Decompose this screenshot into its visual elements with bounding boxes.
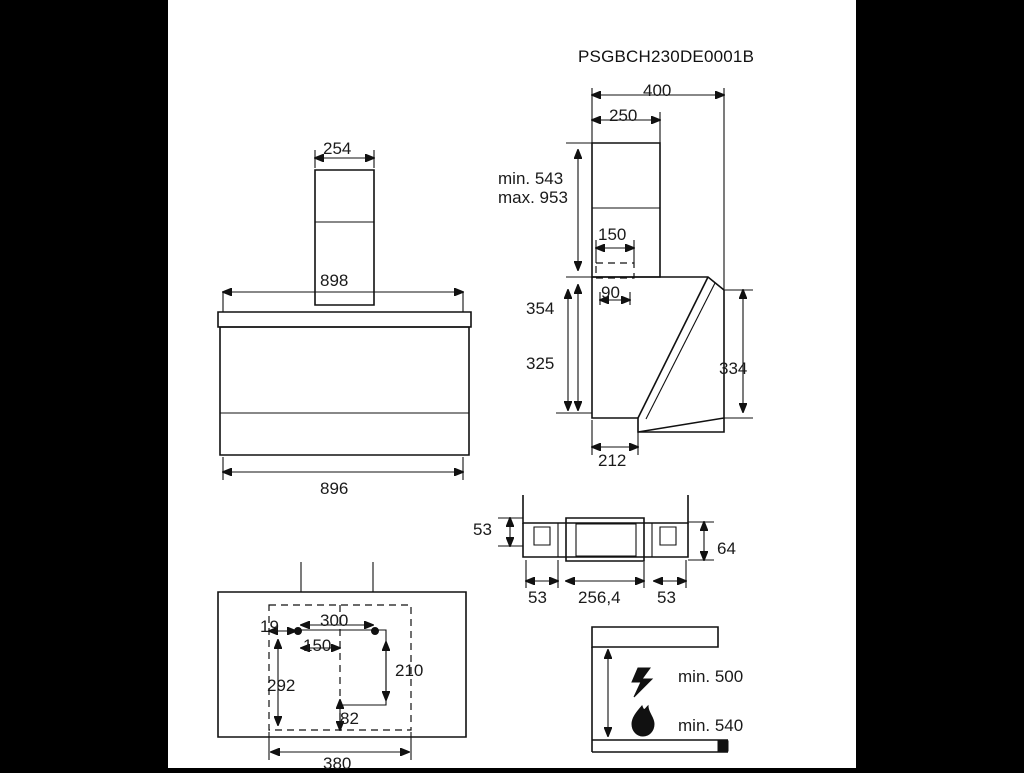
dim-chimney-height-min: min. 543 xyxy=(498,169,564,188)
dim-depth-total: 400 xyxy=(643,81,672,100)
dim-chimney-height-max: max. 953 xyxy=(498,188,568,207)
dim-bracket-foot-left: 53 xyxy=(528,588,547,607)
clearance-gas-label: min. 540 xyxy=(678,716,744,735)
dim-bracket-left: 53 xyxy=(473,520,492,539)
front-view-geometry xyxy=(218,170,471,455)
dim-height-292: 292 xyxy=(267,676,296,695)
dim-bracket-center: 256,4 xyxy=(578,588,621,607)
dim-height-210: 210 xyxy=(395,661,424,680)
dim-chimney-depth: 250 xyxy=(609,106,638,125)
dim-bracket-depth: 64 xyxy=(717,539,736,558)
dim-offset-82: 82 xyxy=(340,709,359,728)
model-code: PSGBCH230DE0001B xyxy=(578,47,755,66)
dim-span-150: 150 xyxy=(303,636,332,655)
dim-body-top-width: 898 xyxy=(320,271,349,290)
dim-glass-height: 325 xyxy=(526,354,555,373)
dim-body-bottom-width: 896 xyxy=(320,479,349,498)
bracket-view-geometry xyxy=(523,495,688,561)
dim-base-depth: 212 xyxy=(598,451,627,470)
technical-drawing-svg xyxy=(168,0,856,768)
dim-outlet-inner: 90 xyxy=(601,283,620,302)
dim-body-height: 354 xyxy=(526,299,555,318)
dim-front-height: 334 xyxy=(719,359,748,378)
bracket-view-dimension-lines xyxy=(498,518,714,588)
drawing-sheet xyxy=(168,0,856,773)
dim-chimney-width: 254 xyxy=(323,139,352,158)
dim-span-300: 300 xyxy=(320,611,349,630)
clearance-electric-label: min. 500 xyxy=(678,667,744,686)
dim-bracket-foot-right: 53 xyxy=(657,588,676,607)
dim-offset-19: 19 xyxy=(260,617,279,636)
dim-width-380: 380 xyxy=(323,754,352,773)
dim-outlet-width: 150 xyxy=(598,225,627,244)
front-view-dimension-lines xyxy=(223,150,463,480)
